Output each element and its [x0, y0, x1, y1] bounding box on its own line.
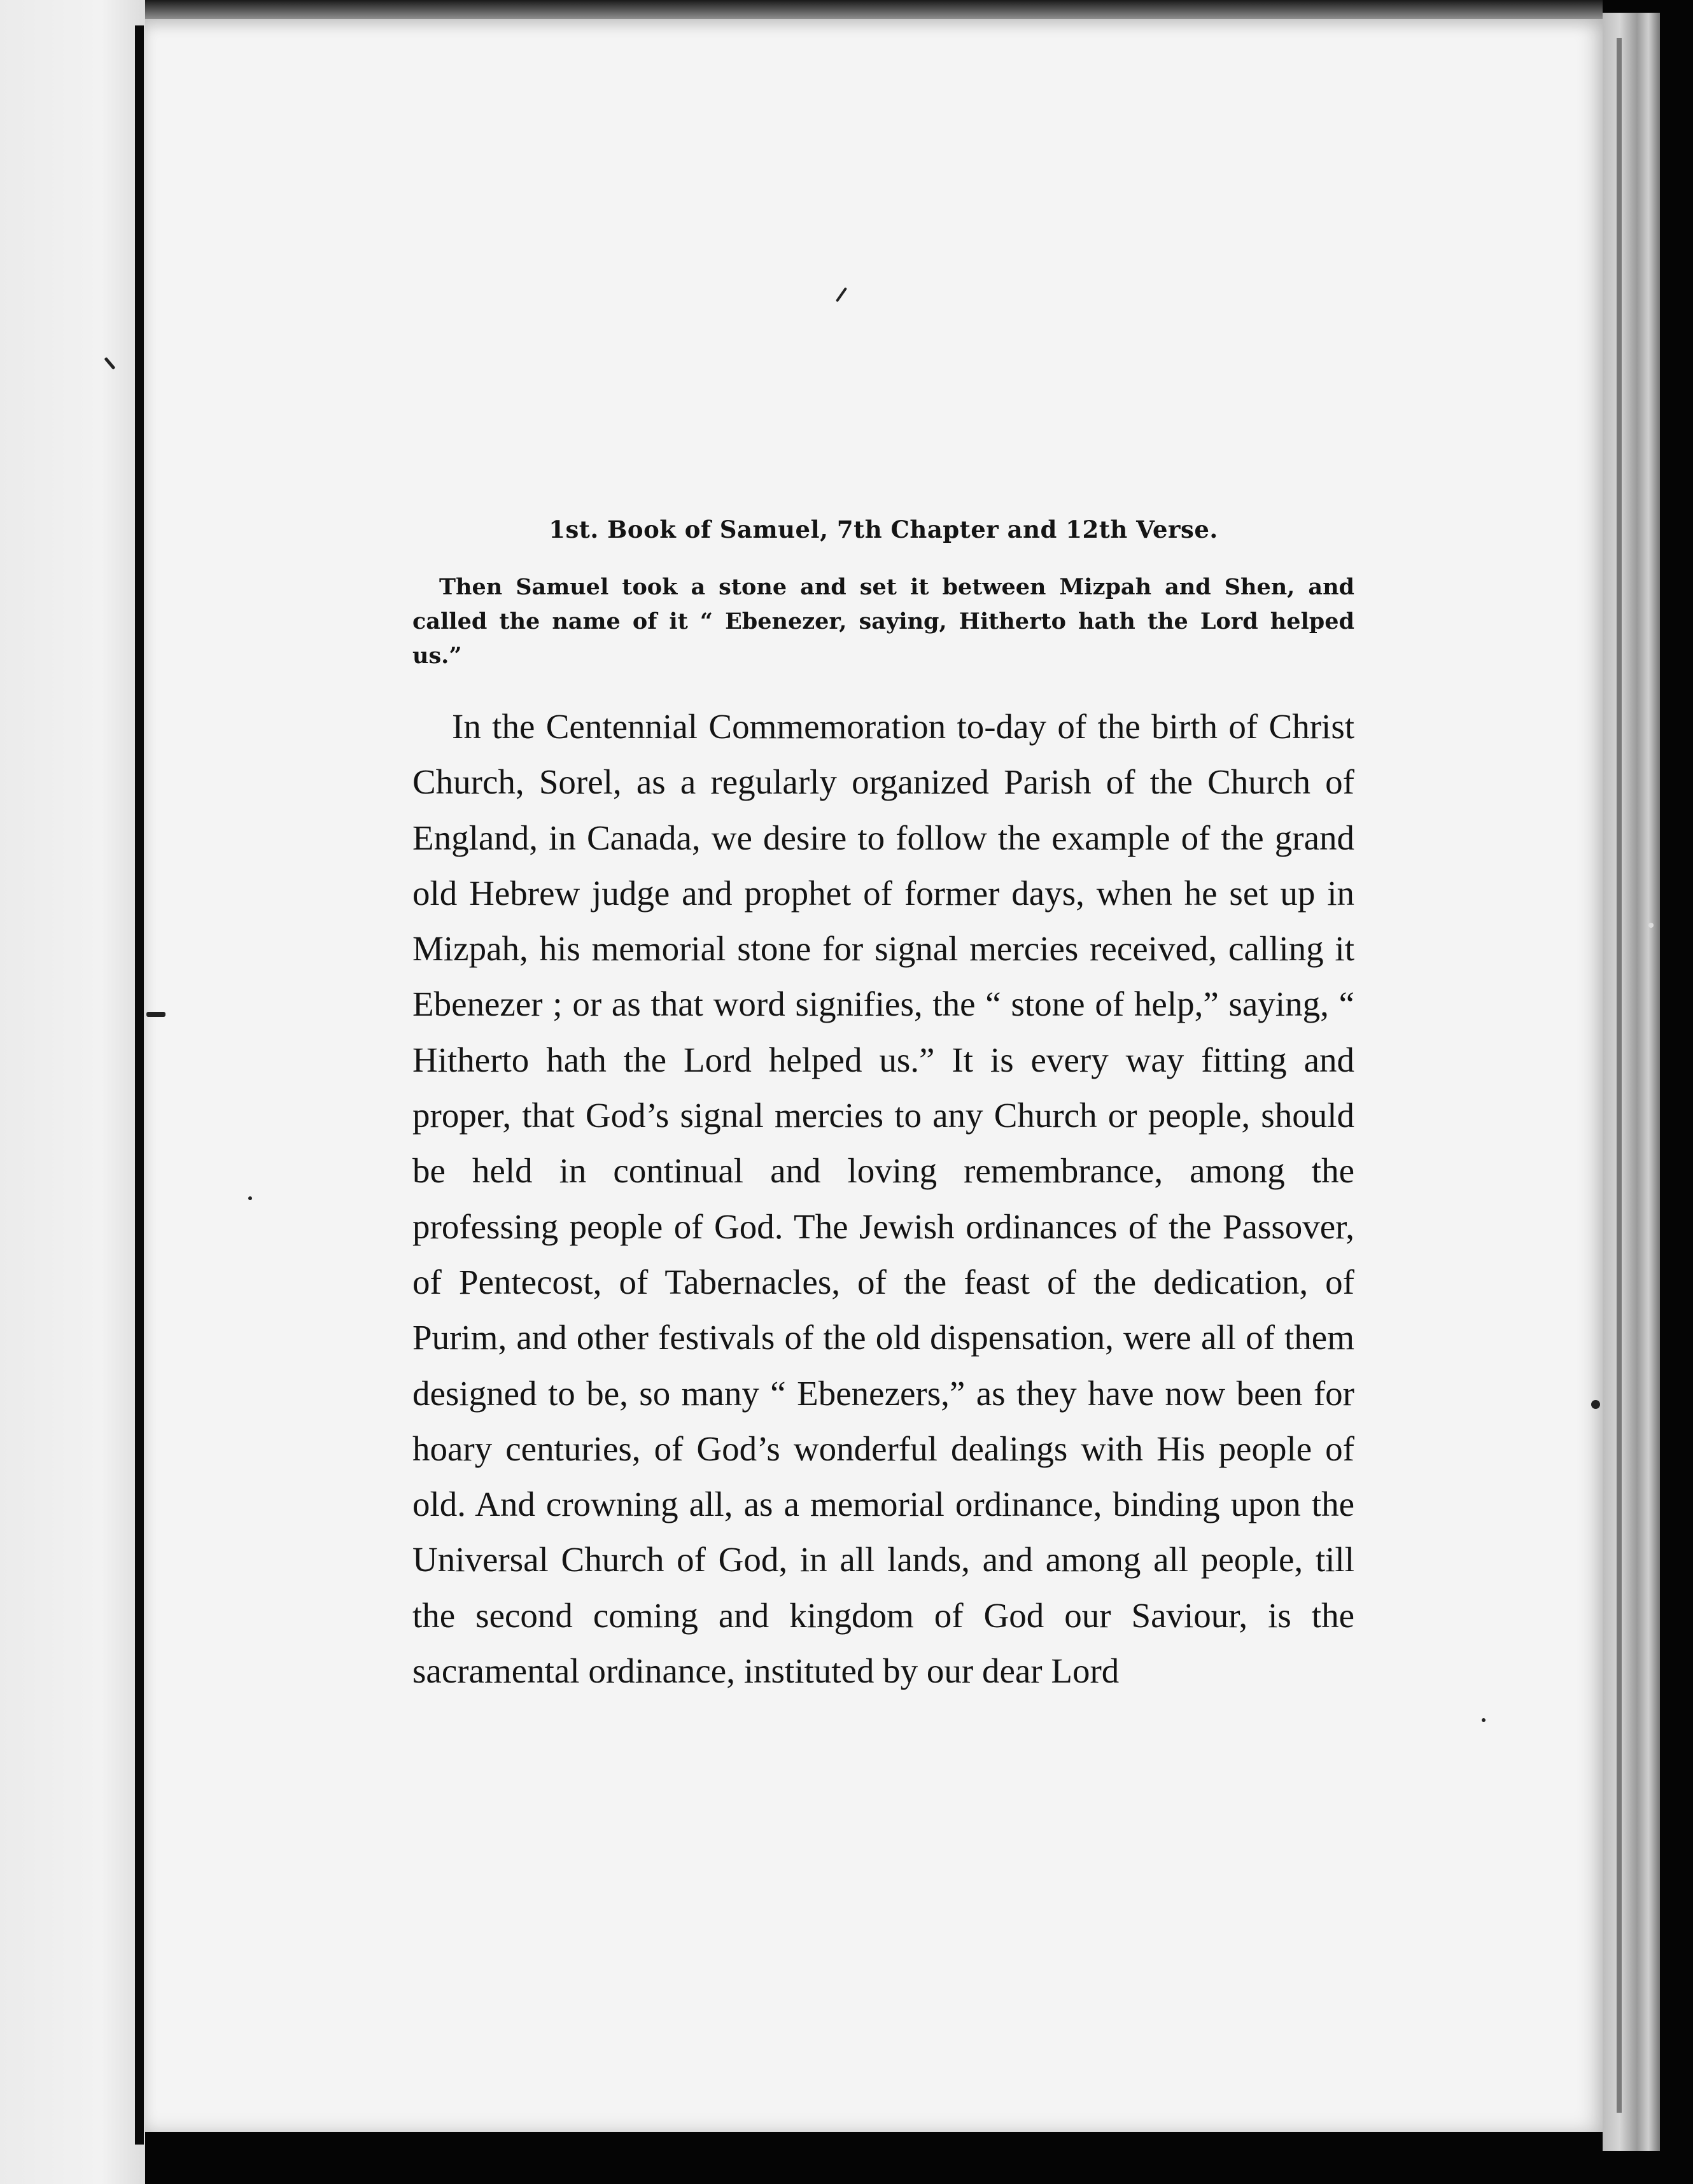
book-gutter: [135, 25, 144, 2145]
dust-speck: [248, 1196, 252, 1200]
dust-speck: [1482, 1718, 1486, 1722]
page-stack-line: [1617, 38, 1622, 2113]
page-text-block: [412, 503, 1354, 1698]
page-stack-edge: [1603, 13, 1660, 2151]
dust-speck: [1648, 923, 1654, 928]
verse-quotation: Then Samuel took a stone and set it between Mizpah and Shen, and called the name of it “ Ebenezer, saying, Hitherto hath the Lord helped us.”: [412, 574, 1354, 669]
dust-speck: [146, 1012, 165, 1017]
verse-reference: 1st. Book of Samuel, 7th Chapter and 12th Verse.: [549, 515, 1218, 543]
left-page-edge: [0, 0, 145, 2184]
dust-speck: [1591, 1400, 1600, 1409]
top-shadow: [145, 0, 1603, 19]
body-paragraph: In the Centennial Commemoration to-day of the birth of Christ Church, Sorel, as a regularly organized Parish of the Church of England, in Canada, we desire to follow the example of the grand old Hebrew judge and prophet of former days, when he set up in Mizpah, his memorial stone for signal mercies received, calling it Ebenezer ; or as that word signifies, the “ stone of help,” saying, “ Hitherto hath the Lord helped us.” It is every way fitting and proper, that God’s signal mercies to any Church or people, should be held in continual and loving remembrance, among the professing people of God. The Jewish ordinances of the Passover, of Pentecost, of Tabernacles, of the feast of the dedication, of Purim, and other festivals of the old dispensation, were all of them designed to be, so many “ Ebenezers,” as they have now been for hoary centuries, of God’s wonderful dealings with His people of old. And crowning all, as a memorial ordinance, binding upon the Universal Church of God, in all lands, and among all people, till the second coming and kingdom of God our Saviour, is the sacramental ordinance, instituted by our dear Lord: [412, 707, 1354, 1691]
